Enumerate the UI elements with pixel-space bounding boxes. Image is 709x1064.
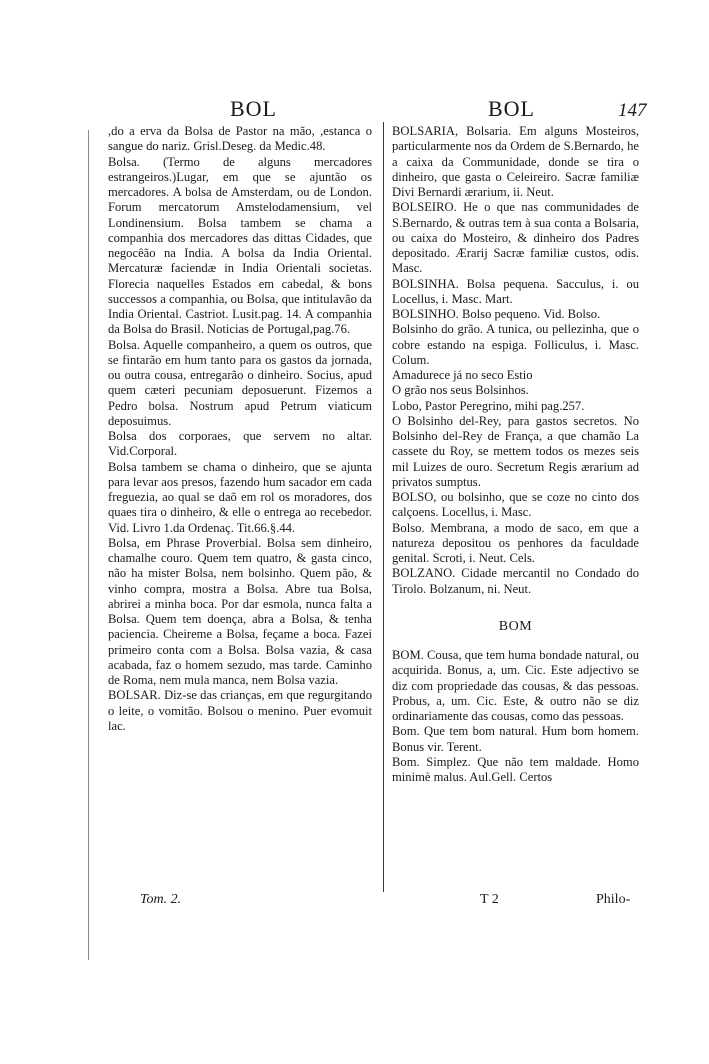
dictionary-entry: BOLSEIRO. He o que nas communidades de S.Bernardo, & outras tem à sua conta a Bolsaria, ou caixa do Mosteiro, & dinheiro dos Padres depositado. Ærarij Sacræ familiæ custos, odis. Masc. [392,200,639,276]
page-number: 147 [618,100,647,121]
verse-line: O grão nos seus Bolsinhos. [392,383,529,398]
dictionary-entry: Bolsinho do grão. A tunica, ou pellezinha, que o cobre estando na espiga. Folliculus, i. Masc. Colum. [392,322,639,367]
dictionary-entry: Bolsa. (Termo de alguns mercadores estrangeiros.)Lugar, em que se ajuntão os mercadores. A bolsa de Amsterdam, ou de London. Forum mercatorum Amstelodamensium, vel Londinensium. Bolsa tambem se chama a companhia dos mercadores das dittas Cidades, que negocêão na India. A bolsa da India Oriental. Mercaturæ faciendæ in India Orientali societas. Florecia naquelles Estados em cabedal, & bons successos a companhia, ou Bolsa, que intitulavão da India Oriental. Castriot. Lusit.pag. 14. A companhia da Bolsa do Brasil. Noticias de Portugal,pag.76. [108,154,372,337]
dictionary-entry: Bolsa dos corporaes, que servem no altar. Vid.Corporal. [108,429,372,459]
catchword: Philo- [596,892,631,907]
column-divider [383,122,384,892]
dictionary-entry: ,do a erva da Bolsa de Pastor na mão, ,estanca o sangue do nariz. Grisl.Deseg. da Medic.48. [108,124,372,154]
verse-line: Amadurece já no seco Estio [392,368,533,382]
left-column [108,124,372,734]
dictionary-entry: BOM. Cousa, que tem huma bondade natural, ou acquirida. Bonus, a, um. Cic. Este adjectivo se diz com propriedade das cousas, & das pessoas. Probus, a, um. Cic. Este, & outro não se diz ordinariamente das cousas, como das pessoas. [392,648,639,723]
right-column [392,124,639,785]
dictionary-entry: Bom. Que tem bom natural. Hum bom homem. Bonus vir. Terent. [392,724,639,754]
dictionary-entry: BOLSINHA. Bolsa pequena. Sacculus, i. ou Locellus, i. Masc. Mart. [392,276,639,306]
dictionary-entry: BOLSAR. Diz-se das crianças, em que regurgitando o leite, o vomitão. Bolsou o menino. Puer evomuit lac. [108,688,372,733]
dictionary-entry: Bolsa. Aquelle companheiro, a quem os outros, que se fintarão em hum tanto para os gastos da jornada, ou outra cousa, entregarão o dinheiro. Socius, apud quem cæteri pecuniam deposuerunt. Fizemos a Pedro bolsa. Nostrum apud Petrum viaticum deposuimus. [108,337,372,428]
dictionary-entry: Bolsa tambem se chama o dinheiro, que se ajunta para levar aos presos, fazendo hum sacador em cada freguezia, ao qual se daõ em rol os moradores, dos quaes tira o dinheiro, & elle o entrega ao recebedor. Vid. Livro 1.da Ordenaç. Tit.66.§.44. [108,459,372,535]
right-running-head: BOL [488,96,535,121]
left-running-head: BOL [230,96,277,121]
dictionary-entry: Bolsa, em Phrase Proverbial. Bolsa sem dinheiro, chamalhe couro. Quem tem quatro, & gasta cinco, não ha mister Bolsa, nem bolsinho. Quem pão, & vinho compra, mostra a Bolsa. Abre tua Bolsa, abrirei a minha boca. Por dar esmola, nunca falta a Bolsa. Quem tem doença, abra a Bolsa, & tenha paciencia. Cheireme a Bolsa, feçame a boca. Fazei primeiro conta com a Bolsa. Bolsa vazia, & casa acabada, faz o homem sezudo, mas tarde. Caminho de Roma, nem mula manca, nem Bolsa vazia. [108,535,372,687]
dictionary-entry: BOLZANO. Cidade mercantil no Condado do Tirolo. Bolzanum, ni. Neut. [392,566,639,596]
dictionary-entry: BOLSO, ou bolsinho, que se coze no cinto dos calçoens. Locellus, i. Masc. [392,490,639,520]
dictionary-entry: Bolso. Membrana, a modo de saco, em que a natureza depositou os penhores da faculdade genital. Scroti, i. Neut. Cels. [392,520,639,565]
citation-line: Lobo, Pastor Peregrino, mihi pag.257. [392,398,585,413]
dictionary-entry: BOLSINHO. Bolso pequeno. Vid. Bolso. [392,307,601,321]
volume-footer: Tom. 2. [140,892,182,907]
dictionary-entry: O Bolsinho del-Rey, para gastos secretos. No Bolsinho del-Rey de França, a que chamão La cassete du Roy, se mettem todos os mezes seis mil Luizes de ouro. Secretum Regis ærarium ad privatos sumptus. [392,413,639,489]
dictionary-entry: BOLSARIA, Bolsaria. Em alguns Mosteiros, particularmente nos da Ordem de S.Bernardo, he a caixa da Communidade, donde se tira o dinheiro, que gasta o Celeireiro. Sacræ familiæ Divi Bernardi ærarium, ii. Neut. [392,124,639,199]
section-heading: BOM [498,618,533,634]
dictionary-entry: Bom. Simplez. Que não tem maldade. Homo minimè malus. Aul.Gell. Certos [392,754,639,784]
signature-mark: T 2 [480,892,499,907]
page-edge-rule [88,130,89,960]
